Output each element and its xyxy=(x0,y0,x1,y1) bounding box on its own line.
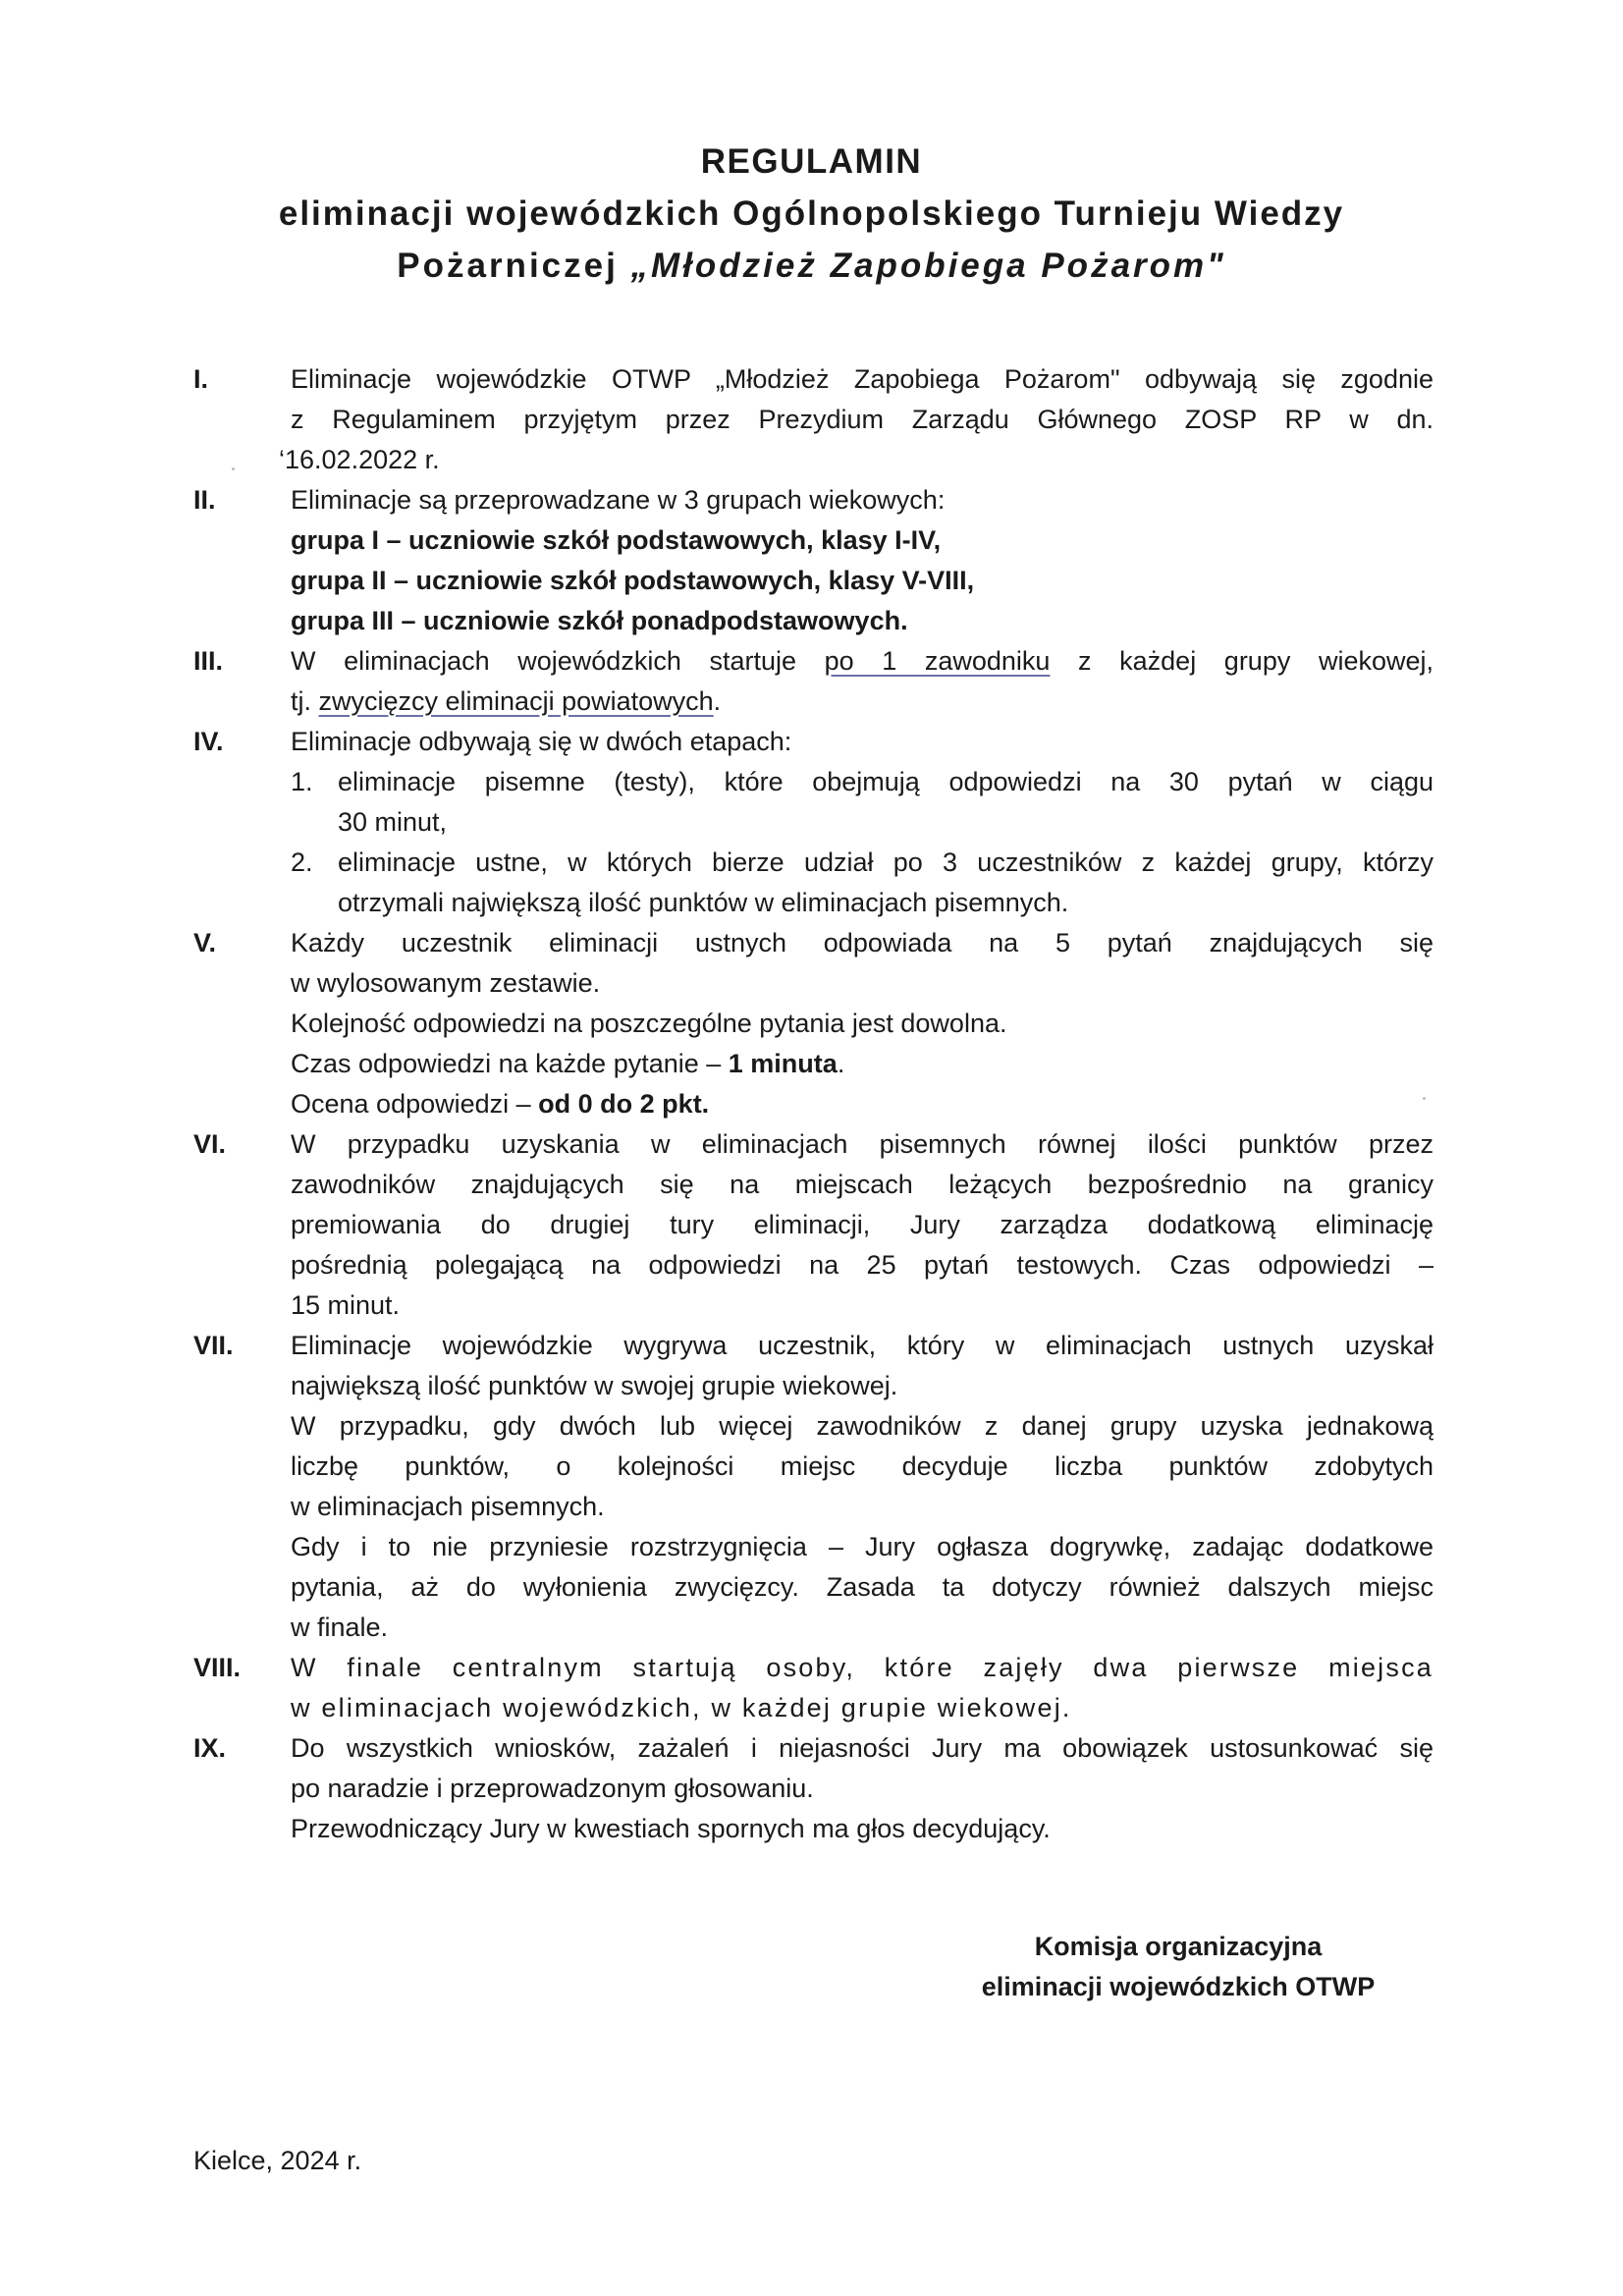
underlined-text: zwycięzcy eliminacji powiatowych xyxy=(318,686,714,716)
text-line: Eliminacje odbywają się w dwóch etapach: xyxy=(291,727,792,756)
title-line-2: eliminacji wojewódzkich Ogólnopolskiego Turnieju Wiedzy xyxy=(278,194,1345,233)
section-body xyxy=(291,722,1434,923)
scan-speck xyxy=(1423,1097,1426,1100)
section-number: VII. xyxy=(193,1331,234,1360)
text-line: 15 minut. xyxy=(291,1290,401,1320)
text-line: w eliminacjach wojewódzkich, w każdej grupie wiekowej. xyxy=(291,1693,1072,1722)
text-line: eliminacje pisemne (testy), które obejmują odpowiedzi na 30 pytań w ciągu xyxy=(338,767,1434,796)
text-line: w eliminacjach pisemnych. xyxy=(291,1492,605,1521)
section-number: IV. xyxy=(193,727,224,756)
text-fragment: Czas odpowiedzi na każde pytanie – xyxy=(291,1049,729,1078)
section-body xyxy=(291,923,1434,1124)
title-line-3 xyxy=(147,240,1476,292)
signature-line-1: Komisja organizacyjna xyxy=(1034,1932,1323,1961)
section-number: II. xyxy=(193,485,216,515)
list-item-number: 1. xyxy=(291,767,313,796)
text-line: po naradzie i przeprowadzonym głosowaniu. xyxy=(291,1774,814,1803)
section-number: VIII. xyxy=(193,1653,242,1682)
text-line xyxy=(291,641,1434,682)
text-line: ‘16.02.2022 r. xyxy=(279,445,440,474)
text-line: pytania, aż do wyłonienia zwycięzcy. Zasada ta dotyczy również dalszych miejsc xyxy=(291,1572,1434,1602)
text-line: Eliminacje są przeprowadzane w 3 grupach wiekowych: xyxy=(291,485,946,515)
text-line: Kolejność odpowiedzi na poszczególne pytania jest dowolna. xyxy=(291,1009,1007,1038)
text-line: 30 minut, xyxy=(338,807,448,837)
place-date: Kielce, 2024 r. xyxy=(193,2146,362,2175)
section-body xyxy=(291,641,1434,722)
text-line: W finale centralnym startują osoby, które zajęły dwa pierwsze miejsca xyxy=(291,1653,1434,1682)
text-line: największą ilość punktów w swojej grupie wiekowej. xyxy=(291,1371,898,1400)
section-2 xyxy=(0,480,1623,641)
section-number: III. xyxy=(193,646,224,676)
text-fragment: z każdej grupy wiekowej, xyxy=(1050,646,1434,676)
text-fragment: . xyxy=(713,686,722,716)
text-line: Gdy i to nie przyniesie rozstrzygnięcia – Jury ogłasza dogrywkę, zadając dodatkowe xyxy=(291,1532,1434,1561)
text-line xyxy=(291,1084,1434,1124)
section-4 xyxy=(0,722,1623,923)
text-line: premiowania do drugiej tury eliminacji, Jury zarządza dodatkową eliminację xyxy=(291,1210,1434,1239)
scan-speck xyxy=(232,467,235,470)
text-fragment: Ocena odpowiedzi – xyxy=(291,1089,539,1119)
text-line: Eliminacje wojewódzkie wygrywa uczestnik, który w eliminacjach ustnych uzyskał xyxy=(291,1331,1434,1360)
list-item-number: 2. xyxy=(291,847,313,877)
age-group-line: grupa III – uczniowie szkół ponadpodstawowych. xyxy=(291,606,908,635)
text-line xyxy=(291,1044,1434,1084)
text-line: otrzymali największą ilość punktów w eliminacjach pisemnych. xyxy=(338,888,1069,917)
section-body xyxy=(291,480,1434,641)
text-line: Do wszystkich wniosków, zażaleń i niejasności Jury ma obowiązek ustosunkować się xyxy=(291,1733,1434,1763)
section-body xyxy=(291,1728,1434,1849)
text-line: W przypadku, gdy dwóch lub więcej zawodników z danej grupy uzyska jednakową xyxy=(291,1411,1434,1441)
signature-block xyxy=(884,1927,1473,2007)
section-9 xyxy=(0,1728,1623,1849)
regulation-sections xyxy=(0,359,1623,1849)
section-body xyxy=(291,1124,1434,1326)
section-3 xyxy=(0,641,1623,722)
age-group-line: grupa I – uczniowie szkół podstawowych, klasy I-IV, xyxy=(291,525,942,555)
text-line: eliminacje ustne, w których bierze udział po 3 uczestników z każdej grupy, którzy xyxy=(338,847,1434,877)
section-8 xyxy=(0,1648,1623,1728)
text-line: w wylosowanym zestawie. xyxy=(291,968,601,998)
text-line: z Regulaminem przyjętym przez Prezydium Zarządu Głównego ZOSP RP w dn. xyxy=(291,405,1434,434)
bold-text: 1 minuta xyxy=(728,1049,838,1078)
section-body xyxy=(291,1326,1434,1648)
text-line: Przewodniczący Jury w kwestiach spornych ma głos decydujący. xyxy=(291,1814,1051,1843)
text-line: w finale. xyxy=(291,1613,389,1642)
text-fragment: W eliminacjach wojewódzkich startuje xyxy=(291,646,825,676)
text-fragment: tj. xyxy=(291,686,319,716)
section-6 xyxy=(0,1124,1623,1326)
title-line-3-italic: „Młodzież Zapobiega Pożarom" xyxy=(630,246,1226,285)
section-number: IX. xyxy=(193,1733,227,1763)
section-number: V. xyxy=(193,928,217,957)
section-7 xyxy=(0,1326,1623,1648)
section-body xyxy=(279,359,1434,480)
underlined-text: po 1 zawodniku xyxy=(824,646,1051,676)
bold-text: od 0 do 2 pkt. xyxy=(538,1089,710,1119)
age-group-line: grupa II – uczniowie szkół podstawowych, klasy V-VIII, xyxy=(291,566,975,595)
title-line-3-plain: Pożarniczej xyxy=(397,246,631,285)
list-item xyxy=(291,762,1434,843)
text-line: liczbę punktów, o kolejności miejsc decyduje liczba punktów zdobytych xyxy=(291,1451,1434,1481)
text-line: pośrednią polegającą na odpowiedzi na 25 pytań testowych. Czas odpowiedzi – xyxy=(291,1250,1434,1280)
text-line: Eliminacje wojewódzkie OTWP „Młodzież Zapobiega Pożarom" odbywają się zgodnie xyxy=(291,364,1434,394)
title-line-1: REGULAMIN xyxy=(700,142,923,181)
section-number: I. xyxy=(193,364,209,394)
text-fragment: . xyxy=(837,1049,845,1078)
text-line: Każdy uczestnik eliminacji ustnych odpowiada na 5 pytań znajdujących się xyxy=(291,928,1434,957)
list-item xyxy=(291,843,1434,923)
document-title xyxy=(147,136,1476,292)
signature-line-2: eliminacji wojewódzkich OTWP xyxy=(981,1972,1376,2001)
section-1 xyxy=(0,359,1623,480)
section-number: VI. xyxy=(193,1129,227,1159)
text-line xyxy=(291,682,1434,722)
text-line: W przypadku uzyskania w eliminacjach pisemnych równej ilości punktów przez xyxy=(291,1129,1434,1159)
section-body xyxy=(291,1648,1434,1728)
text-line: zawodników znajdujących się na miejscach leżących bezpośrednio na granicy xyxy=(291,1170,1434,1199)
section-5 xyxy=(0,923,1623,1124)
